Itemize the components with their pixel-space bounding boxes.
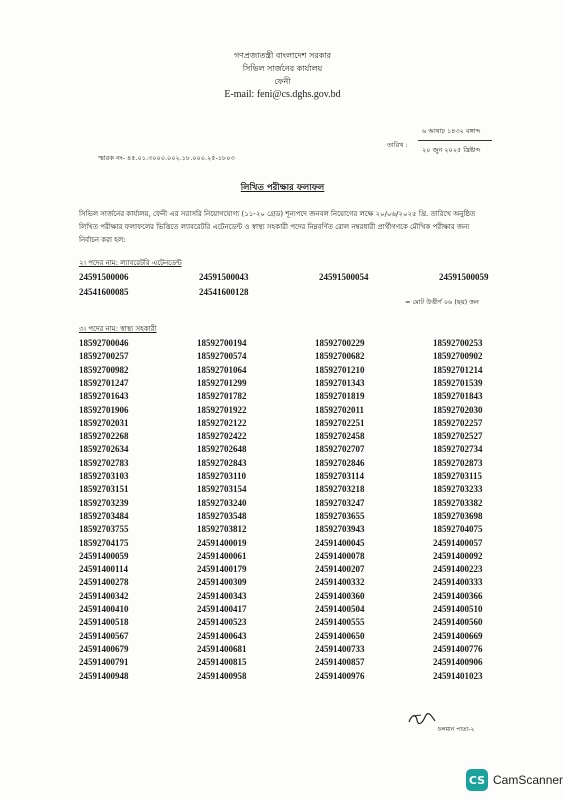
roll-number: 18592703548 — [197, 510, 247, 521]
roll-number: 18592700253 — [433, 338, 483, 348]
roll-number: 24591500043 — [199, 272, 249, 282]
roll-number: 24591400057 — [433, 537, 483, 548]
roll-number: 18592700902 — [433, 351, 483, 362]
roll-number: 18592702734 — [433, 444, 483, 455]
roll-number: 18592702268 — [79, 431, 129, 442]
date-english: ২০ জুন ২০২৫ খ্রিষ্টাব্দ — [422, 146, 481, 154]
roll-number: 18592702458 — [315, 431, 365, 442]
roll-number: 18592702031 — [79, 417, 129, 428]
camscanner-watermark — [466, 769, 563, 791]
roll-number: 24591400360 — [315, 590, 365, 601]
total-passed: = মোট উত্তীর্ণ ০৬ (ছয়) জন — [405, 298, 479, 306]
roll-number: 18592700229 — [315, 338, 365, 348]
roll-number: 18592702251 — [315, 417, 365, 428]
roll-number: 18592701343 — [315, 377, 365, 388]
roll-number: 24591400061 — [197, 550, 247, 561]
roll-number: 18592703239 — [79, 497, 129, 508]
roll-number: 18592700257 — [79, 351, 129, 362]
district-name: ফেনী — [274, 77, 291, 86]
roll-number: 18592701922 — [197, 404, 247, 415]
roll-number: 18592703115 — [433, 471, 483, 481]
roll-number: 24591400342 — [79, 590, 129, 601]
roll-number: 18592702783 — [79, 457, 129, 468]
roll-number: 18592701299 — [197, 377, 247, 388]
roll-number: 24591400417 — [197, 604, 247, 614]
roll-number: 18592702030 — [433, 404, 483, 415]
roll-number: 24591400332 — [315, 577, 365, 588]
roll-number: 24591400343 — [197, 590, 247, 601]
office-email: E-mail: feni@cs.dghs.gov.bd — [224, 89, 341, 100]
roll-number: 24591400518 — [79, 617, 129, 628]
roll-number: 18592703812 — [197, 524, 247, 535]
roll-number: 24591400223 — [433, 564, 483, 575]
roll-number: 24591400906 — [433, 657, 483, 668]
roll-number: 24591400681 — [197, 643, 247, 654]
roll-number: 24591400504 — [315, 604, 365, 614]
roll-number: 24591400207 — [315, 564, 365, 575]
roll-number: 24591400815 — [197, 657, 247, 668]
roll-number: 24591400523 — [197, 617, 247, 628]
roll-number: 24591400567 — [79, 630, 129, 641]
roll-number: 24541600085 — [79, 286, 129, 297]
roll-number: 24541600128 — [199, 286, 249, 297]
camscanner-logo: CS — [466, 769, 488, 791]
roll-number: 18592700574 — [197, 351, 247, 362]
roll-number: 18592704175 — [79, 537, 129, 548]
roll-number: 24591400669 — [433, 630, 483, 641]
roll-number: 18592701643 — [79, 391, 129, 402]
camscanner-text: CamScanner — [493, 773, 564, 787]
roll-number: 18592701843 — [433, 391, 483, 402]
date-divider — [418, 140, 492, 141]
roll-number: 18592702257 — [433, 417, 483, 428]
roll-number: 24591400643 — [197, 630, 247, 641]
roll-number: 24591400733 — [315, 643, 365, 654]
roll-number: 18592701782 — [197, 391, 247, 402]
roll-number: 24591500054 — [319, 272, 369, 282]
roll-number: 18592701247 — [79, 377, 129, 388]
roll-number: 18592703943 — [315, 524, 365, 535]
roll-number: 24591400791 — [79, 657, 129, 668]
date-label: তারিখ : — [387, 141, 408, 149]
roll-number: 24591400333 — [433, 577, 483, 588]
roll-number: 18592702122 — [197, 417, 247, 428]
roll-number: 18592703240 — [197, 497, 247, 508]
date-bengali: ৬ আষাঢ় ১৪৩২ বঙ্গাব্দ — [422, 127, 481, 135]
roll-number: 24591400045 — [315, 537, 365, 548]
roll-number: 24591400078 — [315, 550, 365, 561]
roll-number: 24591400650 — [315, 630, 365, 641]
roll-number: 24591400948 — [79, 670, 129, 681]
roll-number: 18592703655 — [315, 510, 365, 521]
section-heading-lab-attendant: ২। পদের নাম: ল্যাবরেটরি এটেনডেন্ট — [79, 259, 182, 267]
signature-mark — [407, 712, 437, 726]
roll-number: 18592701064 — [197, 364, 247, 375]
roll-number: 24591500059 — [439, 272, 489, 282]
roll-number: 24591400560 — [433, 617, 483, 628]
roll-number: 18592703151 — [79, 484, 129, 495]
roll-number: 24591400092 — [433, 550, 483, 561]
roll-number: 18592702527 — [433, 431, 483, 442]
roll-number: 18592700982 — [79, 364, 129, 375]
roll-number: 24591400776 — [433, 643, 483, 654]
roll-number: 18592701539 — [433, 377, 483, 388]
roll-number: 24591400410 — [79, 604, 129, 614]
roll-number: 18592702422 — [197, 431, 247, 442]
memo-number: স্মারক নং- ৪৫.০১.৩০০০.০০২.১৮.০০০.২৫-১৮০৩ — [98, 154, 235, 162]
roll-number: 24591400976 — [315, 670, 365, 681]
roll-number: 18592701906 — [79, 404, 129, 415]
roll-number: 24591400679 — [79, 643, 129, 654]
roll-number: 18592703154 — [197, 484, 247, 495]
roll-number: 18592703114 — [315, 471, 365, 481]
roll-number: 24591400309 — [197, 577, 247, 588]
roll-number: 24591400555 — [315, 617, 365, 628]
roll-number: 18592702648 — [197, 444, 247, 455]
roll-number: 18592703110 — [197, 471, 247, 481]
roll-number: 18592702011 — [315, 404, 365, 415]
roll-number: 18592701819 — [315, 391, 365, 402]
roll-number: 18592703382 — [433, 497, 483, 508]
roll-number: 24591400510 — [433, 604, 483, 614]
roll-number: 24591400278 — [79, 577, 129, 588]
roll-number: 24591400019 — [197, 537, 247, 548]
roll-number: 18592703233 — [433, 484, 483, 495]
roll-number: 18592703484 — [79, 510, 129, 521]
roll-number: 24591400114 — [79, 564, 129, 575]
office-name: সিভিল সার্জনের কার্যালয় — [242, 64, 323, 73]
roll-number: 18592700682 — [315, 351, 365, 362]
roll-number: 18592702707 — [315, 444, 365, 455]
roll-number: 24591400059 — [79, 550, 129, 561]
document-title — [0, 181, 565, 195]
title-text: লিখিত পরীক্ষার ফলাফল — [240, 183, 325, 193]
roll-number: 18592700194 — [197, 338, 247, 348]
roll-number: 18592703755 — [79, 524, 129, 535]
roll-number: 18592701210 — [315, 364, 365, 375]
roll-number: 18592703698 — [433, 510, 483, 521]
roll-number: 18592703218 — [315, 484, 365, 495]
roll-number: 24591500006 — [79, 272, 129, 282]
roll-number: 24591400857 — [315, 657, 365, 668]
roll-number: 24591400366 — [433, 590, 483, 601]
roll-number: 18592702846 — [315, 457, 365, 468]
roll-number: 18592703247 — [315, 497, 365, 508]
intro-paragraph: সিভিল সার্জনের কার্যালয়, ফেনী এর সরাসরি নিয়োগযোগ্য (১১-২০ গ্রেড) শূন্যপদে জনবল নিয়োগের লক্ষে ২০/০৬/২০২৫ খ্রি. তারিখে অনুষ্ঠিত লিখিত পরীক্ষার ফলাফলের ভিত্তিতে ল্যাবরেটরি এটেনডেন্ট ও স্বাস্থ্য সহকারী পদের নিম্নবর্ণিত রোল নম্বরধারী প্রার্থীগণকে মৌখিক পরীক্ষার জন্য নির্বাচন করা হল: — [79, 210, 476, 244]
roll-number: 18592704075 — [433, 524, 483, 535]
roll-number: 24591400179 — [197, 564, 247, 575]
roll-number: 18592703103 — [79, 471, 129, 481]
roll-number: 24591400958 — [197, 670, 247, 681]
roll-number: 18592702634 — [79, 444, 129, 455]
roll-number: 18592702873 — [433, 457, 483, 468]
section-heading-health-assistant: ৩। পদের নাম: স্বাস্থ্য সহকারী — [79, 325, 157, 333]
roll-number: 18592701214 — [433, 364, 483, 375]
roll-number: 18592700046 — [79, 338, 129, 348]
govt-header: গণপ্রজাতন্ত্রী বাংলাদেশ সরকার — [233, 51, 332, 60]
roll-number: 18592702843 — [197, 457, 247, 468]
continued-page-note: চলমান পাতা-২ — [438, 726, 475, 733]
roll-number: 24591401023 — [433, 670, 483, 681]
